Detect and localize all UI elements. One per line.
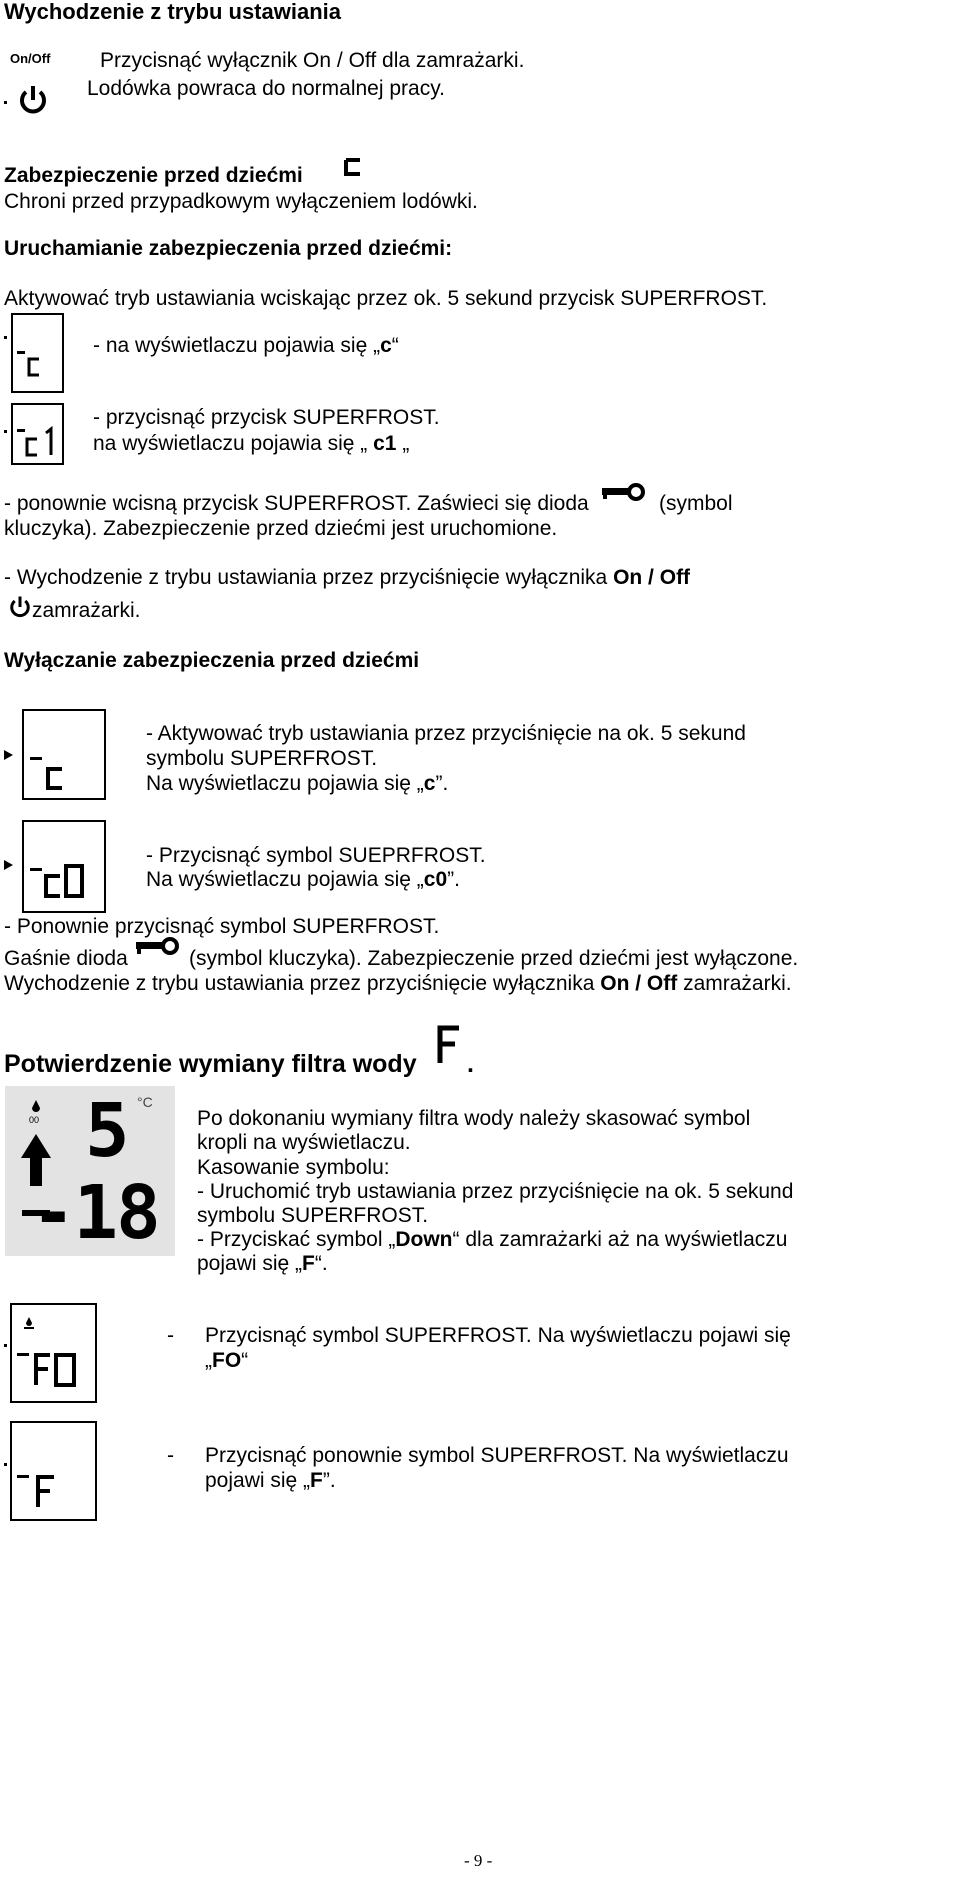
- lcd-display-c: [11, 313, 64, 393]
- child-lock-heading: Zabezpieczenie przed dziećmi: [4, 164, 303, 187]
- step2-line1: - przycisnąć przycisk SUPERFROST.: [93, 406, 440, 429]
- bullet-dot: [4, 1463, 7, 1466]
- filter-s2-dash: -: [167, 1444, 174, 1467]
- svg-text:00: 00: [29, 1115, 40, 1125]
- deactivation-heading: Wyłączanie zabezpieczenia przed dziećmi: [4, 649, 420, 672]
- bullet-dot: [4, 1344, 7, 1347]
- exit-line1: - Wychodzenie z trybu ustawiania przez przyciśnięcie wyłącznika On / Off: [4, 566, 691, 589]
- key-icon: [601, 482, 647, 502]
- filter-heading-dot: .: [467, 1050, 474, 1078]
- filter-s1-line1: Przycisnąć symbol SUPERFROST. Na wyświetlaczu pojawi się: [205, 1324, 791, 1347]
- onoff-line2: Lodówka powraca do normalnej pracy.: [87, 77, 445, 100]
- filter-f-icon: [436, 1025, 462, 1065]
- activation-heading: Uruchamianie zabezpieczenia przed dziećmi:: [4, 237, 453, 260]
- temp-unit: °C: [137, 1094, 153, 1110]
- power-icon: [17, 84, 49, 116]
- filter-s2-line1: Przycisnąć ponownie symbol SUPERFROST. Na wyświetlaczu: [205, 1444, 789, 1467]
- onoff-line1: Przycisnąć wyłącznik On / Off dla zamrażarki.: [100, 49, 525, 72]
- deact-s1-line3: Na wyświetlaczu pojawia się „c”.: [146, 772, 449, 795]
- deact-s1-line1: - Aktywować tryb ustawiania przez przyciśnięcie na ok. 5 sekund: [146, 722, 746, 745]
- onoff-label: On/Off: [10, 51, 51, 66]
- deact-s2-line2: Na wyświetlaczu pojawia się „c0”.: [146, 868, 460, 891]
- lcd-display-temperature: [5, 1086, 175, 1256]
- temp-bottom-value: -18: [31, 1170, 159, 1256]
- filter-s2-line2: pojawi się „F”.: [205, 1469, 336, 1492]
- lcd-display-F0: [10, 1303, 97, 1403]
- lcd-display-c1: [11, 403, 64, 465]
- lcd-display-c-menu: [22, 709, 106, 800]
- filter-p2: kropli na wyświetlaczu.: [197, 1131, 411, 1154]
- bullet-dot: [4, 430, 7, 433]
- arrow-marker-icon: [4, 860, 13, 870]
- filter-p7: pojawi się „F“.: [197, 1252, 328, 1275]
- filter-p3: Kasowanie symbolu:: [197, 1156, 390, 1179]
- power-icon: [8, 595, 32, 619]
- water-drop-icon: [32, 1100, 40, 1112]
- filter-p5: symbolu SUPERFROST.: [197, 1204, 429, 1227]
- deact-s3-line2-post: (symbol kluczyka). Zabezpieczenie przed dziećmi jest wyłączone.: [189, 947, 799, 970]
- filter-s1-dash: -: [167, 1324, 174, 1347]
- page-number: - 9 -: [464, 1851, 493, 1870]
- exit-line2: zamrażarki.: [32, 599, 141, 622]
- lock-c-icon: [343, 157, 363, 177]
- filter-p1: Po dokonaniu wymiany filtra wody należy skasować symbol: [197, 1107, 751, 1130]
- deact-s3-line3: Wychodzenie z trybu ustawiania przez przyciśnięcie wyłącznika On / Off zamrażarki.: [4, 972, 792, 995]
- deact-s1-line2: symbolu SUPERFROST.: [146, 747, 378, 770]
- filter-heading: Potwierdzenie wymiany filtra wody: [4, 1050, 417, 1078]
- step3-line2: kluczyka). Zabezpieczenie przed dziećmi jest uruchomione.: [4, 517, 558, 540]
- key-icon: [135, 935, 181, 957]
- water-drop-icon: [26, 1317, 32, 1326]
- deact-s3-line2-pre: Gaśnie dioda: [4, 947, 128, 970]
- activation-intro: Aktywować tryb ustawiania wciskając przez ok. 5 sekund przycisk SUPERFROST.: [4, 287, 768, 310]
- step2-line2: na wyświetlaczu pojawia się „ c1 „: [93, 432, 410, 455]
- filter-s1-line2: „FO“: [205, 1349, 249, 1372]
- step3-line1: - ponownie wcisną przycisk SUPERFROST. Zaświeci się dioda: [4, 492, 589, 515]
- lcd-display-c0: [22, 820, 106, 913]
- filter-p6: - Przyciskać symbol „Down“ dla zamrażarki aż na wyświetlaczu: [197, 1228, 788, 1251]
- page-title: Wychodzenie z trybu ustawiania: [4, 0, 341, 24]
- bullet-dot: [4, 101, 7, 104]
- step1-text: - na wyświetlaczu pojawia się „c“: [93, 334, 399, 357]
- deact-s2-line1: - Przycisnąć symbol SUEPRFROST.: [146, 844, 486, 867]
- child-lock-desc: Chroni przed przypadkowym wyłączeniem lodówki.: [4, 190, 478, 213]
- bullet-dot: [4, 336, 7, 339]
- filter-p4: - Uruchomić tryb ustawiania przez przyciśnięcie na ok. 5 sekund: [197, 1180, 794, 1203]
- deact-s3-line1: - Ponownie przycisnąć symbol SUPERFROST.: [4, 915, 440, 938]
- lcd-display-F: [10, 1421, 97, 1521]
- arrow-marker-icon: [4, 750, 13, 760]
- temp-top-value: 5: [85, 1088, 130, 1174]
- step3-symbol: (symbol: [659, 492, 733, 515]
